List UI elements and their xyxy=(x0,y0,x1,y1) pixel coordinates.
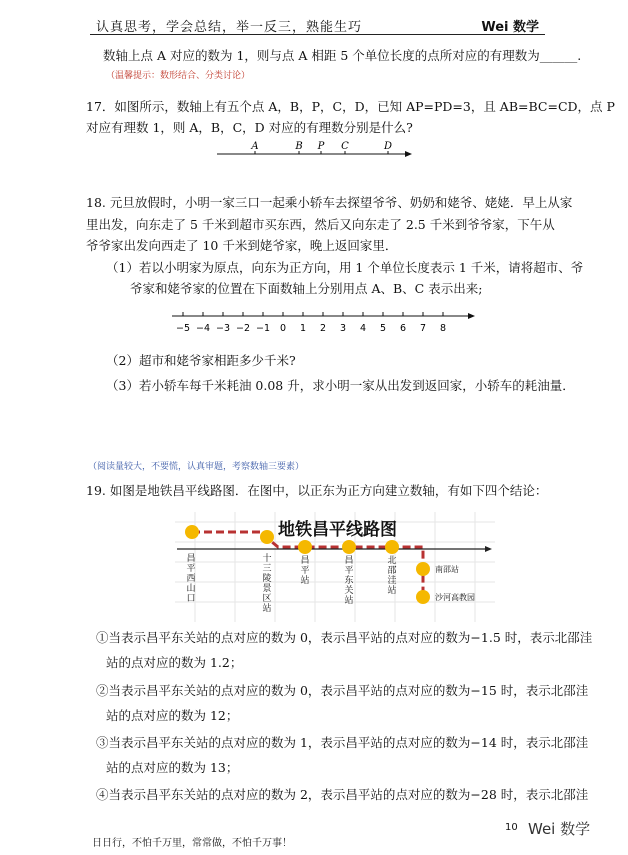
q18-tick-label: 5 xyxy=(379,323,387,334)
q19-conclusion-1a: ①当表示昌平东关站的点对应的数为 0，表示昌平站的点对应的数为−1.5 时，表示北邵洼 xyxy=(96,630,593,645)
station-label-1: 昌平西山口 xyxy=(186,554,196,604)
station-label-nanshao: 南邵站 xyxy=(435,565,459,574)
q18-tick-label: 4 xyxy=(359,323,367,334)
q19-conclusion-4a: ④当表示昌平东关站的点对应的数为 2，表示昌平站的点对应的数为−28 时，表示北邵洼 xyxy=(96,787,589,802)
q18-tick-label: −2 xyxy=(235,323,251,334)
q18-line3: 爷爷家出发向西走了 10 千米到姥爷家，晚上返回家里． xyxy=(86,238,398,253)
q16-hint: （温馨提示：数形结合、分类讨论） xyxy=(106,71,251,81)
station-label-3: 昌平站 xyxy=(300,556,310,586)
header-divider xyxy=(90,34,545,35)
q17-point-label: P xyxy=(317,141,325,152)
q18-sub1-line1: （1）若以小明家为原点，向东为正方向，用 1 个单位长度表示 1 千米，请将超市、爷 xyxy=(106,260,584,275)
q18-sub2: （2）超市和姥爷家相距多少千米? xyxy=(106,353,296,368)
q18-tick-label: 1 xyxy=(299,323,307,334)
header-motto: 认真思考，学会总结，举一反三，熟能生巧 xyxy=(96,20,363,35)
q17-line2: 对应有理数 1，则 A，B，C，D 对应的有理数分别是什么? xyxy=(86,120,413,135)
q18-ticks xyxy=(176,312,446,334)
q18-tick-label: 0 xyxy=(279,323,287,334)
q18-tick-label: 7 xyxy=(419,323,427,334)
q17-point-label: C xyxy=(341,141,349,152)
q18-tick-label: −1 xyxy=(255,323,271,334)
q18-line1: 18. 元旦放假时，小明一家三口一起乘小轿车去探望爷爷、奶奶和姥爷、姥姥．早上从家 xyxy=(86,195,573,210)
q18-tick-label: 2 xyxy=(319,323,327,334)
reading-tip: （阅读量较大，不要慌，认真审题，考察数轴三要素） xyxy=(88,462,305,472)
q18-sub3: （3）若小轿车每千米耗油 0.08 升，求小明一家从出发到返回家，小轿车的耗油量． xyxy=(106,378,575,393)
footer-motto: 日日行，不怕千万里，常常做，不怕千万事！ xyxy=(92,838,292,849)
q18-tick-label: −5 xyxy=(175,323,191,334)
q18-line2: 里出发，向东走了 5 千米到超市买东西，然后又向东走了 2.5 千米到爷爷家，下午从 xyxy=(86,217,555,232)
watermark: Wei 数学 xyxy=(528,820,591,838)
station-label-2: 十三陵景区站 xyxy=(262,554,272,614)
q17-point-label: A xyxy=(251,141,259,152)
q19-conclusion-2a: ②当表示昌平东关站的点对应的数为 0，表示昌平站的点对应的数为−15 时，表示北邵洼 xyxy=(96,683,589,698)
q17-line1: 17．如图所示，数轴上有五个点 A，B，P，C，D，已知 AP=PD=3，且 AB=BC=CD，点 P xyxy=(86,99,615,114)
q18-tick-label: −3 xyxy=(215,323,231,334)
q17-point-label: B xyxy=(295,141,303,152)
q19-conclusion-3a: ③当表示昌平东关站的点对应的数为 1，表示昌平站的点对应的数为−14 时，表示北邵洼 xyxy=(96,735,589,750)
page-header xyxy=(90,14,545,36)
header-brand: Wei 数学 xyxy=(481,20,539,35)
q17-point-label: D xyxy=(383,141,393,152)
page-number: 10 xyxy=(505,822,518,833)
q18-tick-label: −4 xyxy=(195,323,211,334)
station-label-5: 北邵洼站 xyxy=(387,556,397,596)
q18-tick-label: 3 xyxy=(339,323,347,334)
station-label-4: 昌平东关站 xyxy=(344,556,354,606)
metro-map-title: 地铁昌平线路图 xyxy=(278,520,397,540)
q17-points xyxy=(250,141,392,154)
q18-sub1-line2: 爷家和姥爷家的位置在下面数轴上分别用点 A、B、C 表示出来; xyxy=(130,281,483,296)
metro-map xyxy=(175,512,495,622)
q18-tick-label: 8 xyxy=(439,323,447,334)
station-label-shahe: 沙河高教园 xyxy=(435,593,475,602)
q19-intro: 19. 如图是地铁昌平线路图．在图中，以正东为正方向建立数轴，有如下四个结论： xyxy=(86,483,548,498)
q19-conclusion-2b: 站的点对应的数为 12； xyxy=(106,708,239,723)
q19-conclusion-3b: 站的点对应的数为 13； xyxy=(106,760,239,775)
q17-number-line xyxy=(215,138,415,164)
q16-text: 数轴上点 A 对应的数为 1，则与点 A 相距 5 个单位长度的点所对应的有理数为______. xyxy=(103,48,582,63)
q18-number-line xyxy=(170,306,480,336)
q19-conclusion-1b: 站的点对应的数为 1.2； xyxy=(106,655,243,670)
q18-tick-label: 6 xyxy=(399,323,407,334)
